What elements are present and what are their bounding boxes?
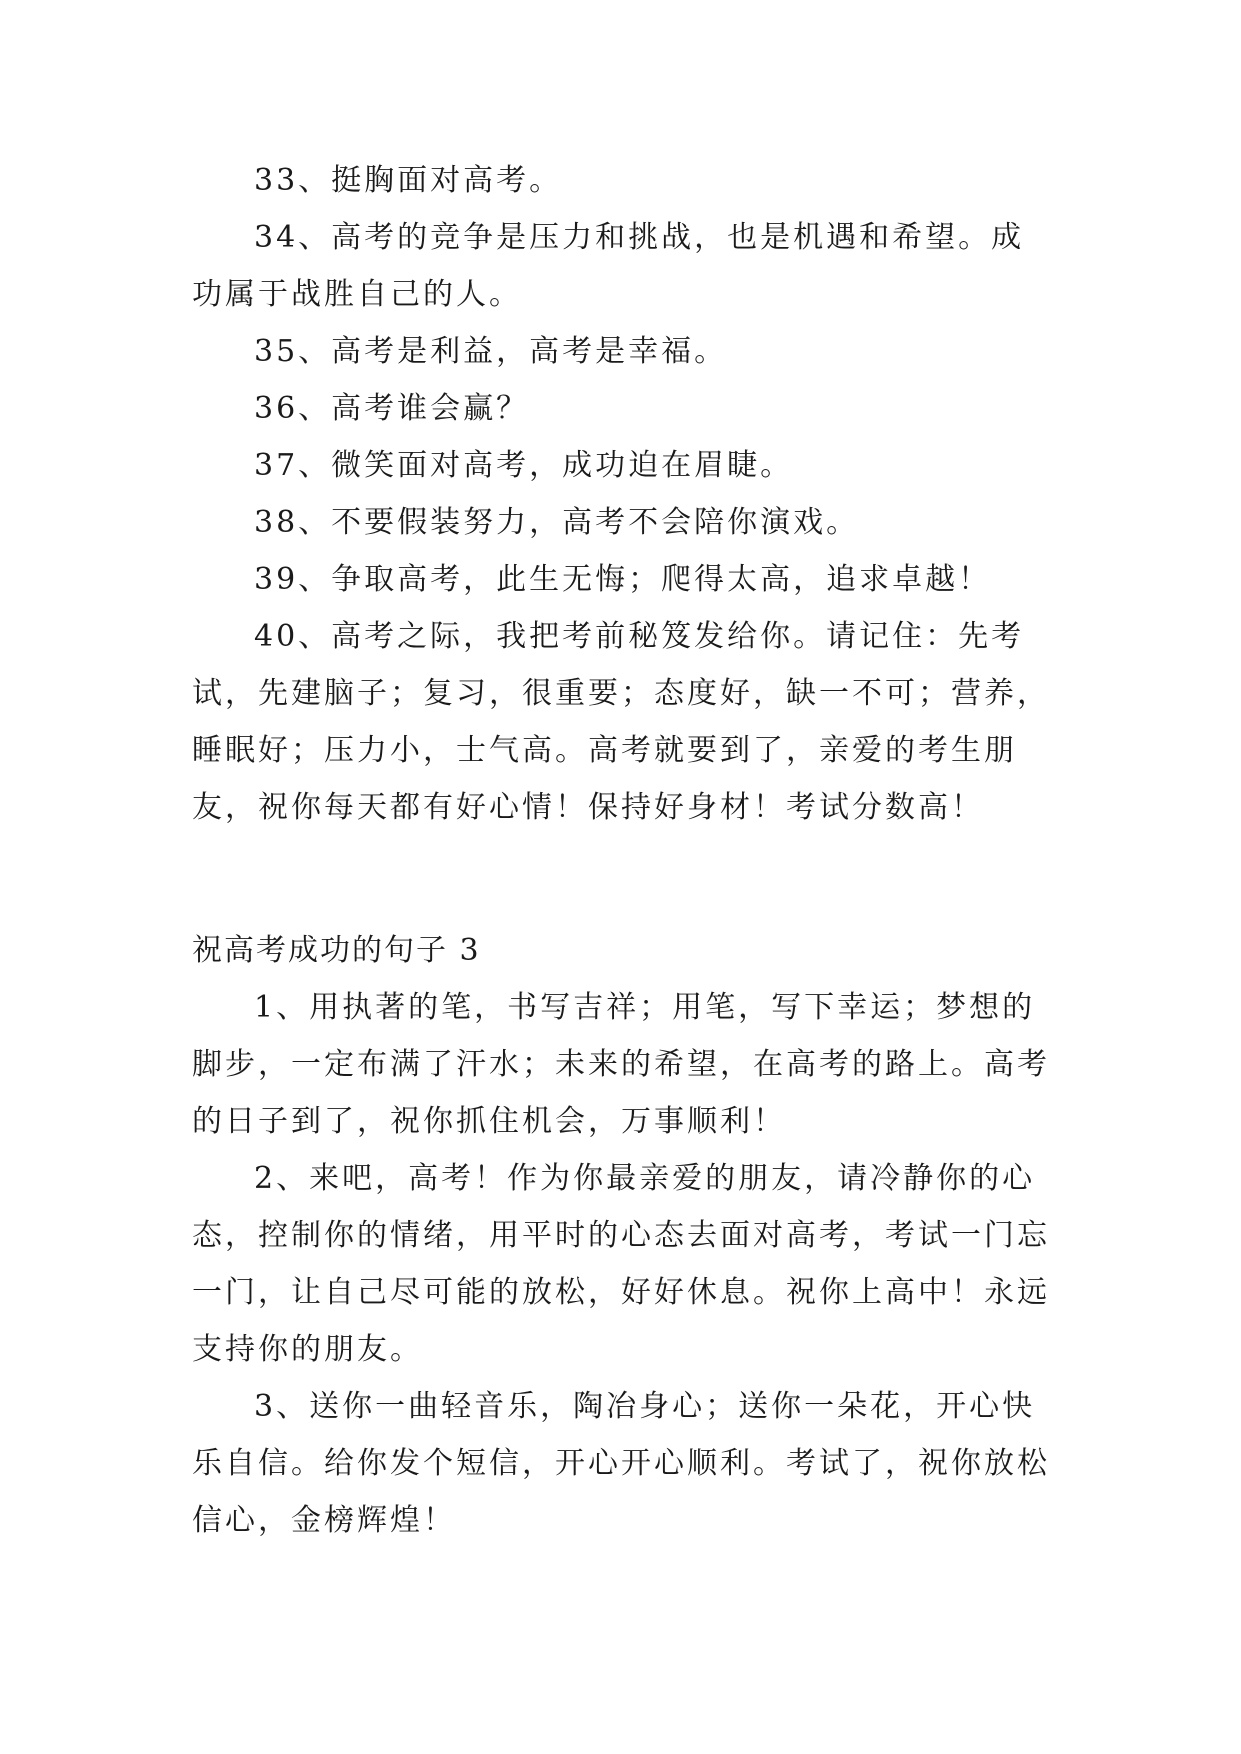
section-heading: 祝高考成功的句子 3 (192, 933, 481, 968)
list-item: 35、高考是利益，高考是幸福。 (254, 334, 728, 369)
list-item: 36、高考谁会赢？ (254, 391, 530, 426)
list-item: 2、来吧，高考！作为你最亲爱的朋友，请冷静你的心态，控制你的情绪，用平时的心态去面对高考，考试一门忘一门，让自己尽可能的放松，好好休息。祝你上高中！永远支持你的朋友。 (192, 1161, 1050, 1367)
list-item: 33、挺胸面对高考。 (254, 163, 563, 198)
list-item: 3、送你一曲轻音乐，陶冶身心；送你一朵花，开心快乐自信。给你发个短信，开心开心顺利。考试了，祝你放松信心，金榜辉煌！ (192, 1389, 1050, 1538)
list-item: 37、微笑面对高考，成功迫在眉睫。 (254, 448, 794, 483)
list-item: 38、不要假装努力，高考不会陪你演戏。 (254, 505, 860, 540)
document-page (192, 152, 1050, 1549)
section-spacer (192, 836, 1050, 922)
list-item: 39、争取高考，此生无悔；爬得太高，追求卓越！ (254, 562, 992, 597)
list-item: 34、高考的竞争是压力和挑战，也是机遇和希望。成功属于战胜自己的人。 (192, 220, 1025, 312)
list-item: 1、用执著的笔，书写吉祥；用笔，写下幸运；梦想的脚步，一定布满了汗水；未来的希望，在高考的路上。高考的日子到了，祝你抓住机会，万事顺利！ (192, 990, 1050, 1139)
list-item: 40、高考之际，我把考前秘笈发给你。请记住：先考试，先建脑子；复习，很重要；态度好，缺一不可；营养，睡眠好；压力小，士气高。高考就要到了，亲爱的考生朋友，祝你每天都有好心情！保持好身材！考试分数高！ (192, 619, 1050, 825)
